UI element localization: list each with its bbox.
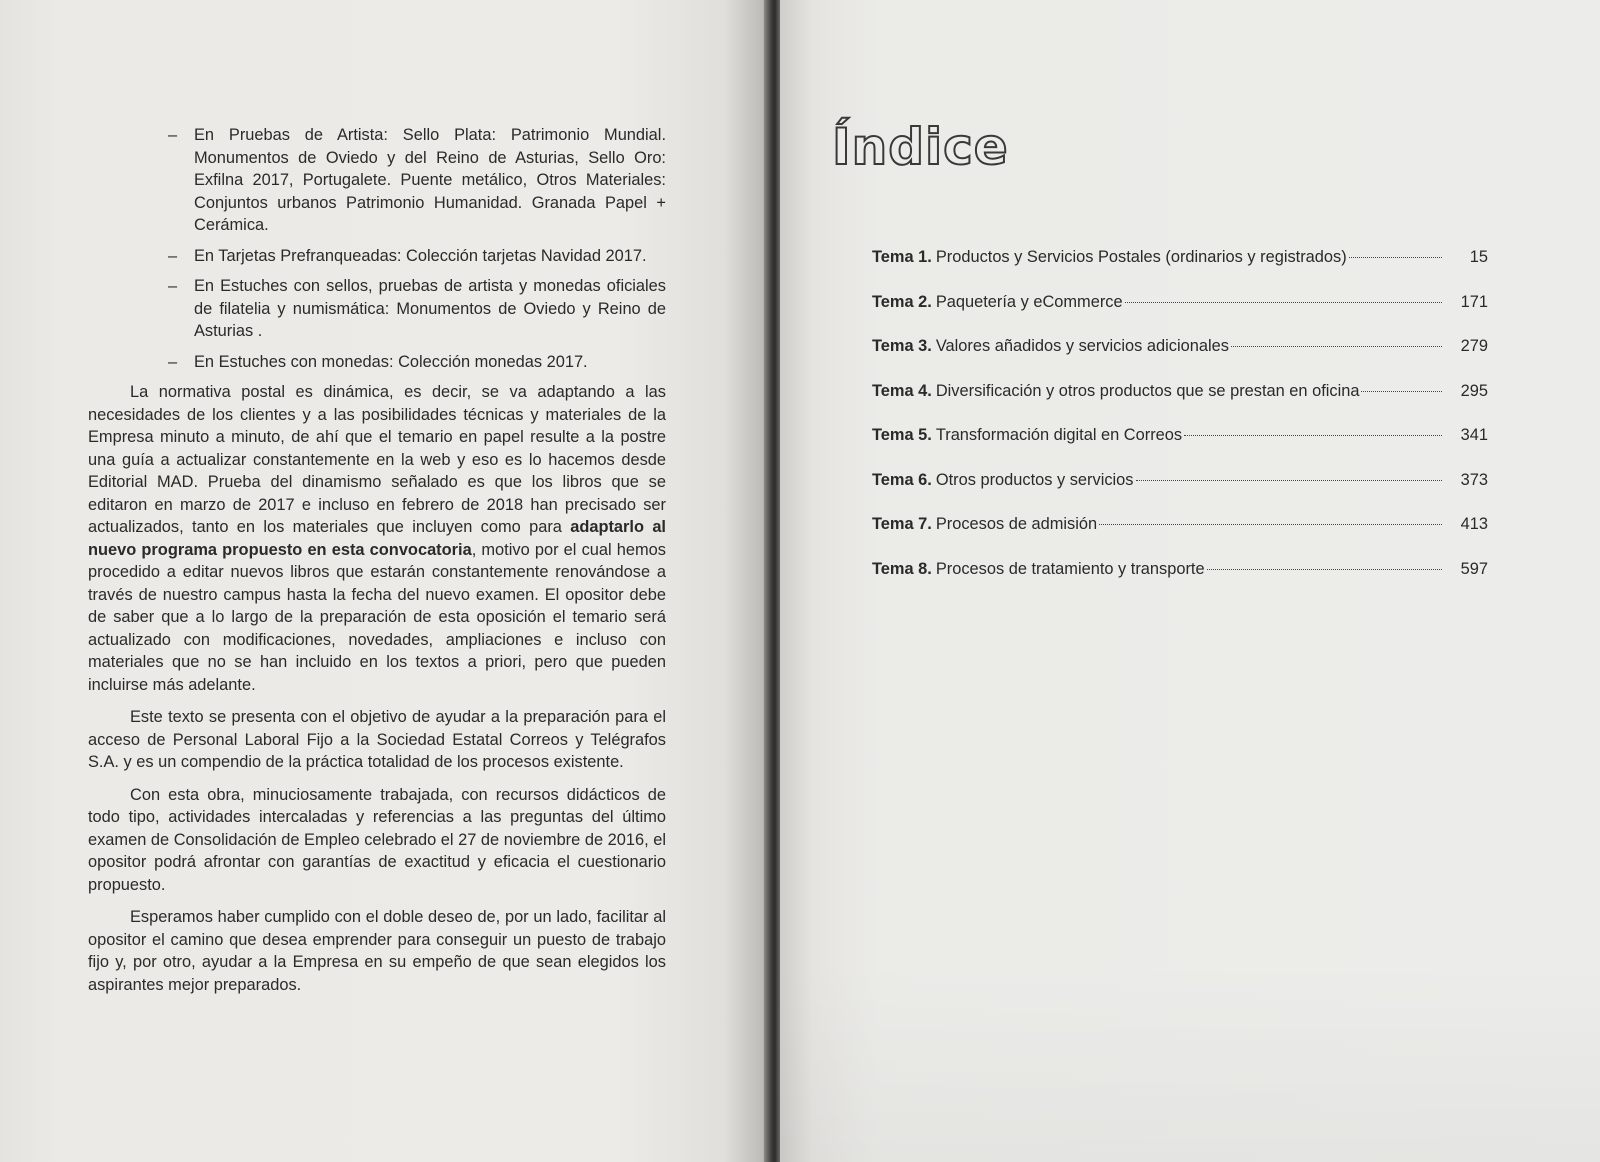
toc-leader [1231, 346, 1442, 347]
toc-entry [872, 293, 1488, 338]
toc-number: Tema 1. [872, 248, 932, 266]
paragraph-objetivo: Este texto se presenta con el objetivo de ayudar a la preparación para el acceso de Personal Laboral Fijo a la Sociedad Estatal Correos y Telégrafos S.A. y es un compendio de la práctica totalidad de los procesos existente. [88, 708, 666, 771]
toc-number: Tema 8. [872, 559, 932, 578]
toc-page-number: 171 [1460, 292, 1488, 311]
toc-page-number: 597 [1460, 559, 1488, 578]
toc-entry [872, 382, 1488, 427]
toc-title: Paquetería y eCommerce [935, 292, 1123, 311]
toc-page-number: 295 [1460, 381, 1488, 400]
toc-number: Tema 7. [872, 515, 932, 533]
toc-title: Procesos de admisión [935, 515, 1098, 533]
toc-title: Diversificación y otros productos que se prestan en oficina [935, 381, 1360, 400]
toc-leader [1207, 569, 1442, 570]
toc-leader [1361, 391, 1442, 392]
toc-number: Tema 4. [872, 381, 932, 400]
toc-number: Tema 2. [872, 292, 932, 311]
paragraph-text: , motivo por el cual hemos procedido a editar nuevos libros que estarán constantemente renovándose a través de nuestro campus hasta la fecha del nuevo examen. El opositor debe de saber que a lo largo de la preparación de esta oposición el temario será actualizado con modificaciones, novedades, ampliaciones e incluso con materiales que no se han incluido en los textos a priori, pero que pueden incluirse más adelante. [88, 540, 666, 694]
toc-number: Tema 3. [872, 337, 932, 355]
toc-entry [872, 337, 1488, 382]
toc-title: Transformación digital en Correos [935, 426, 1183, 444]
paragraph-normativa [88, 381, 666, 696]
toc-number: Tema 5. [872, 426, 932, 444]
toc-entry [872, 560, 1488, 605]
toc-leader [1136, 480, 1443, 481]
toc-leader [1349, 257, 1442, 258]
left-page-text [88, 124, 666, 1006]
toc-title: Otros productos y servicios [935, 470, 1134, 489]
table-of-contents [872, 248, 1488, 604]
toc-page-number: 341 [1460, 426, 1488, 444]
bullet-item: – En Tarjetas Prefranqueadas: Colección tarjetas Navidad 2017. [88, 245, 666, 268]
paragraph-obra: Con esta obra, minuciosamente trabajada, con recursos didácticos de todo tipo, actividades intercaladas y referencias a las preguntas del último examen de Consolidación de Empleo celebrado el 27 de noviembre de 2016, el opositor podrá afrontar con garantías de exactitud y eficacia el cuestionario propuesto. [88, 785, 666, 894]
page-shadow [780, 960, 1600, 1162]
toc-leader [1125, 302, 1442, 303]
paragraph-deseo: Esperamos haber cumplido con el doble deseo de, por un lado, facilitar al opositor el camino que desea emprender para conseguir un puesto de trabajo fijo y, por otro, ayudar a la Empresa en su empeño de que sean elegidos los aspirantes mejor preparados. [88, 908, 666, 994]
toc-title: Procesos de tratamiento y transporte [935, 559, 1205, 578]
paragraph-text: La normativa postal es dinámica, es decir, se va adaptando a las necesidades de los clientes y a las posibilidades técnicas y materiales de la Empresa minuto a minuto, de ahí que el temario en papel resulte a la postre una guía a actualizar constantemente en la web y eso es lo hacemos desde Editorial MAD. Prueba del dinamismo señalado es que los libros que se editaron en marzo de 2017 e incluso en febrero de 2018 han precisado ser actualizados, tanto en los materiales que incluyen como para [88, 383, 666, 536]
toc-entry [872, 426, 1488, 471]
left-page [0, 0, 770, 1162]
toc-entry [872, 471, 1488, 516]
toc-entry [872, 515, 1488, 560]
toc-leader [1184, 435, 1442, 436]
toc-page-number: 279 [1460, 337, 1488, 355]
bullet-item: – En Pruebas de Artista: Sello Plata: Patrimonio Mundial. Monumentos de Oviedo y del Reino de Asturias, Sello Oro: Exfilna 2017, Portugalete. Puente metálico, Otros Materiales: Conjuntos urbanos Patrimonio Humanidad. Granada Papel + Cerámica. [88, 124, 666, 237]
toc-leader [1099, 524, 1442, 525]
toc-page-number: 15 [1469, 248, 1488, 266]
toc-number: Tema 6. [872, 470, 932, 489]
index-heading: Índice [832, 118, 1009, 176]
bullet-list [88, 124, 666, 373]
toc-page-number: 413 [1460, 515, 1488, 533]
toc-entry [872, 248, 1488, 293]
bullet-item: – En Estuches con monedas: Colección monedas 2017. [88, 351, 666, 374]
toc-page-number: 373 [1460, 470, 1488, 489]
toc-title: Productos y Servicios Postales (ordinarios y registrados) [935, 248, 1347, 266]
bullet-item: – En Estuches con sellos, pruebas de artista y monedas oficiales de filatelia y numismática: Monumentos de Oviedo y Reino de Asturias . [88, 275, 666, 343]
toc-title: Valores añadidos y servicios adicionales [935, 337, 1229, 355]
paragraph-bold-text: adaptarlo al nuevo programa propuesto en esta convocatoria [88, 518, 666, 559]
